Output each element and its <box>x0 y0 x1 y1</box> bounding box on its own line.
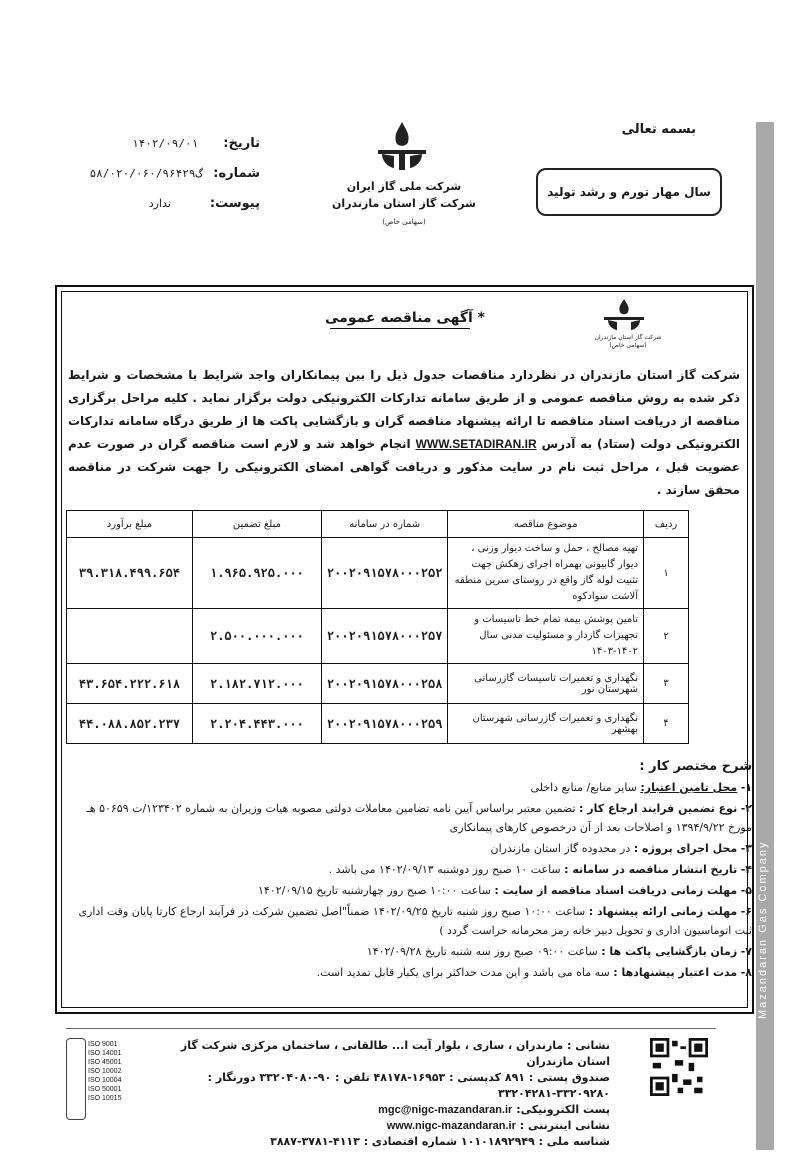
footer-divider <box>66 1028 716 1029</box>
table-row <box>67 609 689 664</box>
work-summary <box>70 757 752 984</box>
footer-web-row <box>150 1118 610 1134</box>
cell-guarantee: ۲.۱۸۲.۷۱۲.۰۰۰ <box>192 664 321 704</box>
th-guarantee: مبلغ تضمین <box>192 511 321 538</box>
cell-index: ۱ <box>644 538 689 609</box>
slogan-text: سال مهار تورم و رشد تولید <box>547 185 711 199</box>
org-name-2-line <box>320 195 488 231</box>
iso-item: ISO 50001 <box>88 1086 122 1093</box>
footer-national-id: شناسه ملی : ۱۰۱۰۱۸۹۲۹۴۹ شماره اقتصادی : ۴۱۱۳-۳۷۸۱-۳۸۸۷ <box>270 1135 610 1148</box>
item-num: ۵- <box>740 884 752 897</box>
th-index: ردیف <box>644 511 689 538</box>
intro-part2: انجام خواهد شد و لازم است مناقصه گران در صورت عدم عضویت قبل ، مراحل ثبت نام در سایت مذکور و دریافت گواهی امضای الکترونیکی را جهت شرکت در مناقصه محقق سازند . <box>68 437 740 497</box>
cell-subject: نگهداری و تعمیرات گازرسانی شهرستان بهشهر <box>448 704 644 744</box>
cell-estimate: ۴۴.۰۸۸.۸۵۲.۲۳۷ <box>67 704 193 744</box>
attachment-value: ندارد <box>148 197 171 210</box>
number-row <box>60 158 260 188</box>
summary-heading: شرح مختصر کار : <box>639 759 752 774</box>
cell-number: ۲۰۰۲۰۹۱۵۷۸۰۰۰۲۵۸ <box>321 664 448 704</box>
cell-estimate <box>67 609 193 664</box>
cell-number: ۲۰۰۲۰۹۱۵۷۸۰۰۰۲۵۹ <box>321 704 448 744</box>
qr-code-icon <box>650 1038 708 1096</box>
item-num: ۸- <box>740 966 752 979</box>
item-text: ساعت ۰۹:۰۰ صبح روز سه شنبه تاریخ ۱۴۰۲/۰۹/۲۸ <box>366 945 602 958</box>
item-label: نوع تضمین فرایند ارجاع کار : <box>579 802 738 815</box>
item-label: محل اجرای پروژه : <box>633 842 738 855</box>
cell-estimate: ۴۳.۶۵۴.۲۲۲.۶۱۸ <box>67 664 193 704</box>
cell-guarantee: ۱.۹۶۵.۹۲۵.۰۰۰ <box>192 538 321 609</box>
summary-item <box>70 778 752 797</box>
cell-number: ۲۰۰۲۰۹۱۵۷۸۰۰۰۲۵۲ <box>321 538 448 609</box>
summary-item <box>70 902 752 940</box>
summary-item <box>70 839 752 858</box>
iso-item: ISO 45001 <box>88 1059 122 1066</box>
item-text: ساعت ۱۰ صبح روز دوشنبه ۱۴۰۲/۰۹/۱۳ می باشد . <box>328 863 565 876</box>
notice-logo-icon <box>600 298 648 332</box>
iso-item: ISO 10002 <box>88 1068 122 1075</box>
summary-item <box>70 881 752 900</box>
item-label: زمان بازگشایی پاکت ها : <box>601 945 738 958</box>
number-value: گ۵۸/۰۲۰/۰۶۰/۹۶۴۲۹ <box>89 167 203 180</box>
side-band-text: Mazandaran Gas Company <box>757 840 769 1020</box>
cell-guarantee: ۲.۵۰۰.۰۰۰.۰۰۰ <box>192 609 321 664</box>
th-subject: موضوع مناقصه <box>448 511 644 538</box>
intro-part1: شرکت گاز استان مازندران در نظردارد مناقصات جدول ذیل را بین پیمانکاران واجد شرایط با مشخصات و شرایط ذکر شده به روش مناقصه عمومی و از طریق سامانه تدارکات الکترونیکی دولت برگزار نماید . کلیه مراحل برگزاری مناقصه از دریافت اسناد مناقصه تا ارائه پیشنهاد مناقصه گران و بازگشایی پاکت ها از طریق درگاه سامانه تدارکات الکترونیکی دولت (ستاد) به آدرس <box>68 368 740 451</box>
item-label: تاریخ انتشار مناقصه در سامانه : <box>564 863 738 876</box>
item-label: مهلت زمانی ارائه پیشنهاد : <box>588 905 738 918</box>
iso-item: ISO 9001 <box>88 1041 118 1048</box>
item-label: محل تامین اعتبار: <box>640 781 738 794</box>
date-label: تاریخ: <box>223 136 260 151</box>
summary-item <box>70 963 752 982</box>
header-meta <box>60 128 260 218</box>
nigc-logo-icon <box>372 120 432 172</box>
cell-number: ۲۰۰۲۰۹۱۵۷۸۰۰۰۲۵۷ <box>321 609 448 664</box>
table-header-row <box>67 511 689 538</box>
date-row <box>60 128 260 158</box>
summary-item <box>70 860 752 879</box>
cell-index: ۲ <box>644 609 689 664</box>
slogan-box <box>536 168 722 216</box>
cell-guarantee: ۲.۲۰۴.۴۴۳.۰۰۰ <box>192 704 321 744</box>
summary-item <box>70 799 752 837</box>
item-num: ۳- <box>740 842 752 855</box>
item-label: مدت اعتبار پیشنهادها : <box>613 966 738 979</box>
item-num: ۶- <box>740 905 752 918</box>
email-link[interactable]: mgc@nigc-mazandaran.ir <box>378 1104 513 1116</box>
table-row <box>67 664 689 704</box>
notice-title: * آگهی مناقصه عمومی <box>325 310 485 326</box>
attachment-row <box>60 188 260 218</box>
website-link[interactable]: www.nigc-mazandaran.ir <box>386 1120 516 1132</box>
summary-item <box>70 942 752 961</box>
cell-index: ۳ <box>644 664 689 704</box>
table-row <box>67 704 689 744</box>
item-num: ۱- <box>740 781 752 794</box>
cell-estimate: ۳۹.۳۱۸.۴۹۹.۶۵۴ <box>67 538 193 609</box>
cell-subject: تهیه مصالح ، حمل و ساخت دیوار وزنی ، دیوار گابیونی بهمراه اجرای زهکش جهت تثبیت لوله گاز واقع در روستای سرین منطقه آلاشت سوادکوه <box>448 538 644 609</box>
tender-table <box>66 510 689 744</box>
org-name-block <box>320 178 488 231</box>
date-value: ۱۴۰۲/۰۹/۰۱ <box>131 137 199 150</box>
item-text: سه ماه می باشد و این مدت حداکثر برای یکبار قابل تمدید است. <box>316 966 614 979</box>
th-number: شماره در سامانه <box>321 511 448 538</box>
footer-address: نشانی : مازندران ، ساری ، بلوار آیت ا... طالقانی ، ساختمان مرکزی شرکت گاز استان مازندران <box>180 1039 610 1068</box>
item-num: ۴- <box>740 863 752 876</box>
item-label: مهلت زمانی دریافت اسناد مناقصه از سایت : <box>494 884 738 897</box>
item-text: ساعت ۱۰:۰۰ صبح روز چهارشنبه تاریخ ۱۴۰۲/۰۹/۱۵ <box>258 884 495 897</box>
attachment-label: پیوست: <box>209 196 260 211</box>
notice-intro <box>68 364 740 502</box>
cell-index: ۴ <box>644 704 689 744</box>
notice-logo-text: شرکت گاز استان مازندران (سهامی خاص) <box>594 334 662 349</box>
setadiran-link[interactable]: WWW.SETADIRAN.IR <box>415 437 537 451</box>
iso-item: ISO 14001 <box>88 1050 122 1057</box>
footer-email-row <box>150 1102 610 1118</box>
iso-list <box>88 1040 148 1103</box>
item-text: تضمین معتبر براساس آیین نامه تضامین معاملات دولتی مصوبه هیات وزیران به شماره ۱۲۳۴۰۲/ت ۵۰۶۵۹ هـ مورخ ۱۳۹۴/۹/۲۲ و اصلاحات بعد از آن درخصوص کارهای پیمانکاری <box>86 802 752 834</box>
cell-subject: تامین پوشش بیمه تمام خط تاسیسات و تجهیزات گازدار و مسئولیت مدنی سال ۱۴۰۲-۱۴۰۳ <box>448 609 644 664</box>
org-name-2: شرکت گاز استان مازندران <box>332 197 476 210</box>
table-row <box>67 538 689 609</box>
cell-subject: نگهداری و تعمیرات تاسیسات گازرسانی شهرستان نور <box>448 664 644 704</box>
web-label: نشانی اینترنتی : <box>519 1119 610 1132</box>
footer-postal: صندوق پستی : ۸۹۱ کدپستی : ۱۶۹۵۳-۴۸۱۷۸ تلفن : ۹۰-۳۳۲۰۴۰۸۰ دورنگار : ۳۳۲۰۹۲۸۰-۳۳۲۰۴۲۸۱ <box>207 1071 610 1100</box>
basmala: بسمه تعالی <box>621 122 696 137</box>
number-label: شماره: <box>213 166 260 181</box>
org-type: (سهامی خاص) <box>382 218 426 226</box>
footer-contact <box>150 1038 610 1150</box>
item-num: ۷- <box>740 945 752 958</box>
email-label: پست الکترونیکی: <box>516 1103 610 1116</box>
iso-item: ISO 10004 <box>88 1077 122 1084</box>
iso-item: ISO 10015 <box>88 1095 122 1102</box>
title-underline <box>330 328 470 329</box>
item-num: ۲- <box>740 802 752 815</box>
th-estimate: مبلغ برآورد <box>67 511 193 538</box>
org-name-1: شرکت ملی گاز ایران <box>346 180 462 193</box>
item-text: در محدوده گاز استان مازندران <box>490 842 634 855</box>
item-text: ساعت ۱۰:۰۰ صبح روز شنبه تاریخ ۱۴۰۲/۰۹/۲۵ ضمناً"اصل تضمین شرکت در فرآیند ارجاع کارتا پایان وقت اداری ثبت اتوماسیون اداری و تحویل دبیر خانه رمز محرمانه حراست گردد ) <box>78 905 752 937</box>
item-text: سایر منابع/ منابع داخلی <box>530 781 641 794</box>
iso-seal-icon <box>66 1038 86 1120</box>
